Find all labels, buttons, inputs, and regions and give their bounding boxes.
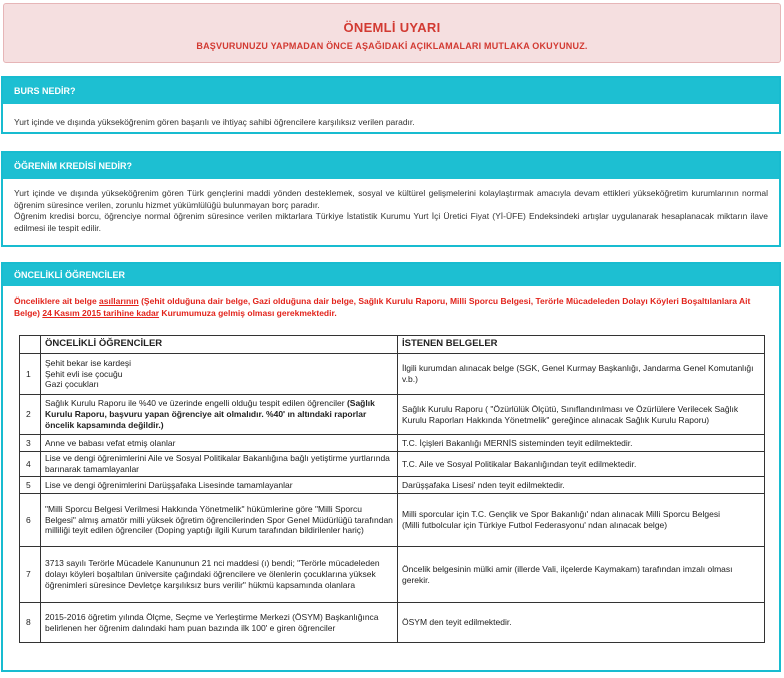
notice-deadline: 24 Kasım 2015 tarihine kadar bbox=[42, 307, 160, 318]
warning-title: ÖNEMLİ UYARI bbox=[343, 20, 441, 35]
oncelikli-notice bbox=[3, 286, 779, 319]
row-student-text: Anne ve babası vefat etmiş olanlar bbox=[45, 437, 176, 448]
row-required-document: İlgili kurumdan alınacak belge (SGK, Genel Kurmay Başkanlığı, Jandarma Genel Komutanlığı v.b.) bbox=[398, 354, 765, 395]
row-student-text: Lise ve dengi öğrenimlerini Aile ve Sosyal Politikalar Bakanlığına bağlı yetiştirme yurtlarında barınarak tamamlayanlar bbox=[45, 453, 390, 474]
row-required-document: Sağlık Kurulu Raporu ( "Özürlülük Ölçütü, Sınıflandırılması ve Özürlülere Verilecek Sağlık Kurulu Raporları Hakkında Yönetmelik" gereğince alınacak Sağlık Kurulu Raporu) bbox=[398, 395, 765, 435]
row-student-text: Sağlık Kurulu Raporu ile %40 ve üzerinde engelli olduğu tespit edilen öğrenciler bbox=[45, 398, 347, 409]
notice-part: Kurumumuza gelmiş olması gerekmektedir. bbox=[159, 307, 337, 318]
table-row bbox=[20, 452, 765, 477]
table-row bbox=[20, 395, 765, 435]
kredi-panel bbox=[1, 151, 781, 247]
row-required-document: Darüşşafaka Lisesi' nden teyit edilmektedir. bbox=[398, 477, 765, 494]
row-student-text: Lise ve dengi öğrenimlerini Darüşşafaka Lisesinde tamamlayanlar bbox=[45, 479, 293, 490]
notice-part: Önceliklere ait belge bbox=[14, 296, 100, 306]
table-row bbox=[20, 354, 765, 395]
burs-panel-title: BURS NEDİR? bbox=[3, 78, 779, 104]
table-row bbox=[20, 477, 765, 494]
row-required-document: T.C. Aile ve Sosyal Politikalar Bakanlığından teyit edilmektedir. bbox=[398, 452, 765, 477]
row-student-text: "Milli Sporcu Belgesi Verilmesi Hakkında Yönetmelik" hükümlerine göre "Milli Sporcu Belgesi" almış amatör milli yüksek öğretim öğrencilerinden Spor Genel Müdürlüğü tarafından milliliği teyit edilen öğrenciler (Doping yaptığı ilgili Kurum tarafından bildirilenler hariç) bbox=[45, 503, 393, 536]
row-required-document: Öncelik belgesinin mülki amir (illerde Vali, ilçelerde Kaymakam) tarafından imzalı olması gerekir. bbox=[398, 547, 765, 603]
oncelikli-panel-title: ÖNCELİKLİ ÖĞRENCİLER bbox=[3, 264, 779, 286]
row-student-group bbox=[41, 395, 398, 435]
row-student-group bbox=[41, 603, 398, 643]
warning-subtitle: BAŞVURUNUZU YAPMADAN ÖNCE AŞAĞIDAKİ AÇIKLAMALARI MUTLAKA OKUYUNUZ. bbox=[196, 41, 588, 51]
table-header-documents: İSTENEN BELGELER bbox=[398, 336, 765, 354]
row-student-group bbox=[41, 494, 398, 547]
priority-table bbox=[19, 335, 765, 643]
table-header-students: ÖNCELİKLİ ÖĞRENCİLER bbox=[41, 336, 398, 354]
table-row bbox=[20, 547, 765, 603]
kredi-panel-title: ÖĞRENİM KREDİSİ NEDİR? bbox=[3, 153, 779, 179]
row-student-group bbox=[41, 354, 398, 395]
row-number: 3 bbox=[20, 435, 41, 452]
row-number: 8 bbox=[20, 603, 41, 643]
row-student-group bbox=[41, 477, 398, 494]
notice-part: (Şehit olduğuna dair belge, Gazi olduğuna dair belge, Sağlık Kurulu Raporu, Milli Sporcu Belgesi, Terörle Mücadeleden Dolayı Köyleri Boşaltılanlara Ait Belge) bbox=[14, 296, 751, 318]
kredi-text-2: Öğrenim kredisi borcu, öğrenciye normal öğrenim süresince verilen miktarlara Türkiye İstatistik Kurumu Yurt İçi Üretici Fiyat (Yİ-ÜFE) Endeksindeki artışlar uygulanarak hesaplanacak miktarın ilave edilmesi ile tespit edilir. bbox=[14, 211, 768, 233]
burs-panel-text: Yurt içinde ve dışında yükseköğrenim gören başarılı ve ihtiyaç sahibi öğrencilere karşılıksız verilen paradır. bbox=[14, 117, 415, 127]
row-required-document: ÖSYM den teyit edilmektedir. bbox=[398, 603, 765, 643]
row-student-group bbox=[41, 547, 398, 603]
table-row bbox=[20, 603, 765, 643]
row-student-text: Şehit bekar ise kardeşi Şehit evli ise çocuğu Gazi çocukları bbox=[45, 357, 131, 390]
row-number: 1 bbox=[20, 354, 41, 395]
row-student-group bbox=[41, 452, 398, 477]
row-student-group bbox=[41, 435, 398, 452]
table-row bbox=[20, 435, 765, 452]
row-number: 2 bbox=[20, 395, 41, 435]
row-number: 5 bbox=[20, 477, 41, 494]
row-number: 7 bbox=[20, 547, 41, 603]
row-required-document: Milli sporcular için T.C. Gençlik ve Spor Bakanlığı' ndan alınacak Milli Sporcu Belgesi (Milli futbolcular için Türkiye Futbol Federasyonu' ndan alınacak belge) bbox=[398, 494, 765, 547]
notice-underlined: asıllarının bbox=[99, 296, 139, 306]
table-header-num bbox=[20, 336, 41, 354]
row-student-note: (Sağlık Kurulu Raporu, başvuru yapan öğrenciye ait olmalıdır. %40' ın altındaki raporlar öncelik kapsamında değildir.) bbox=[45, 398, 375, 430]
kredi-panel-body bbox=[3, 179, 779, 234]
table-header-row bbox=[20, 336, 765, 354]
row-student-text: 3713 sayılı Terörle Mücadele Kanununun 21 nci maddesi (ı) bendi; "Terörle mücadeleden dolayı köyleri boşaltılan üniversite çağındaki öğrencilere ve ölenlerin çocuklarına yüksek öğrenimleri süresince Devletçe karşılıksız burs verilir" hükmü kapsamında olanlara bbox=[45, 558, 380, 590]
row-number: 4 bbox=[20, 452, 41, 477]
kredi-text-1: Yurt içinde ve dışında yükseköğrenim gören Türk gençlerini maddi yönden desteklemek, sosyal ve kültürel gelişmelerini kolaylaştırmak amacıyla devam ettikleri yükseköğretim kurumlarının normal öğrenim süresince verilen, zorunlu hizmet yükümlülüğü bulunmayan borç paradır. bbox=[14, 188, 768, 210]
oncelikli-panel bbox=[1, 262, 781, 672]
warning-box bbox=[3, 3, 781, 63]
burs-panel bbox=[1, 76, 781, 134]
row-student-text: 2015-2016 öğretim yılında Ölçme, Seçme ve Yerleştirme Merkezi (ÖSYM) Başkanlığınca belirlenen her öğrenim dalındaki ham puan bazında ilk 100' e giren öğrenciler bbox=[45, 611, 379, 633]
row-required-document: T.C. İçişleri Bakanlığı MERNİS sisteminden teyit edilmektedir. bbox=[398, 435, 765, 452]
row-number: 6 bbox=[20, 494, 41, 547]
table-row bbox=[20, 494, 765, 547]
